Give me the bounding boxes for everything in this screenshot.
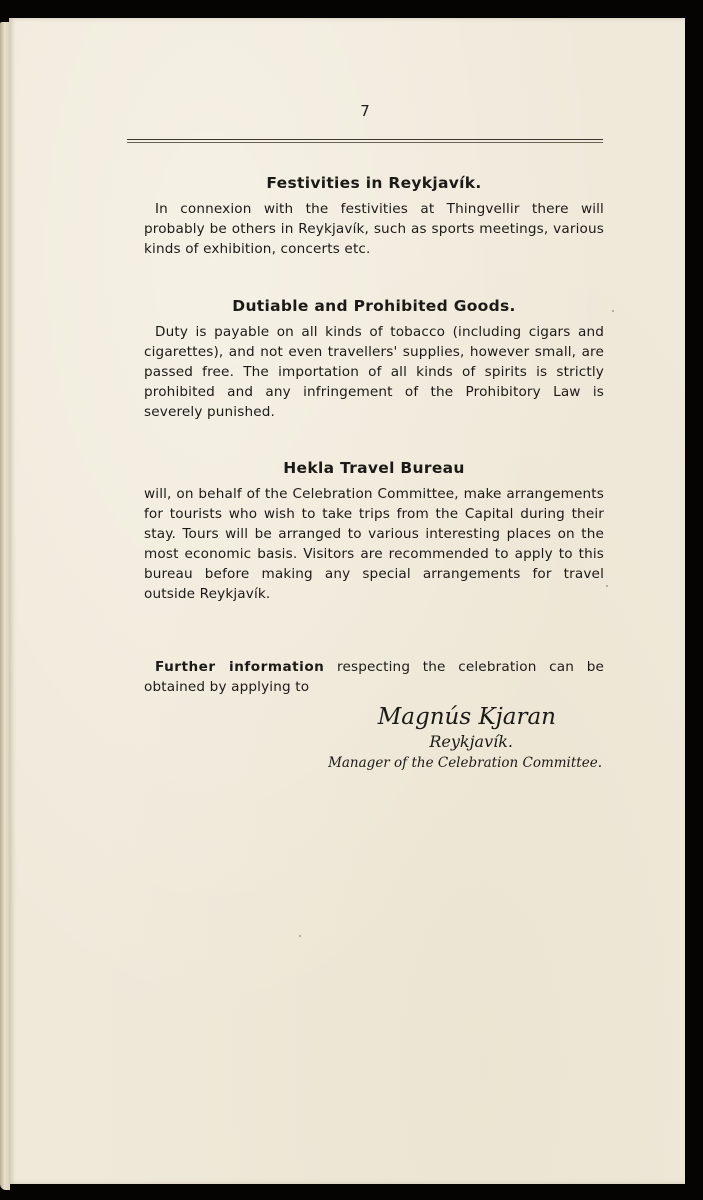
header-rule — [127, 139, 603, 140]
header-rule-double — [127, 142, 603, 143]
paper-speck — [299, 935, 301, 937]
paper-speck — [606, 585, 608, 587]
section-body: Duty is payable on all kinds of tobacco (including cigars and cigarettes), and not even travellers' supplies, however small, are passed free. The importation of all kinds of spirits is strictly prohibited and any infringement of the Prohibitory Law is severely punished. — [144, 324, 604, 420]
section-heading: Festivities in Reykjavík. — [266, 174, 482, 192]
section-hekla-travel-bureau — [144, 458, 604, 604]
section-further-information — [144, 651, 604, 697]
paper-speck — [612, 310, 614, 312]
document-page — [9, 18, 685, 1184]
page-header — [127, 102, 603, 120]
page-number: 7 — [360, 102, 370, 120]
section-heading: Dutiable and Prohibited Goods. — [232, 297, 516, 315]
section-body: In connexion with the festivities at Thingvellir there will probably be others in Reykjavík, such as sports meetings, various kinds of exhibition, concerts etc. — [144, 201, 604, 257]
signature-title: Manager of the Celebration Committee. — [328, 755, 602, 771]
further-information-text: respecting the celebration can be obtained by applying to — [144, 659, 604, 695]
signature-block — [204, 703, 604, 773]
section-festivities — [144, 173, 604, 259]
section-dutiable-goods — [144, 296, 604, 422]
further-information-lead: Further information — [155, 659, 325, 675]
section-heading: Hekla Travel Bureau — [283, 459, 465, 477]
signature-city: Reykjavík. — [429, 732, 513, 751]
signature-name: Magnús Kjaran — [377, 704, 556, 730]
section-body: will, on behalf of the Celebration Committee, make arrangements for tourists who wish to take trips from the Capital during their stay. Tours will be arranged to various interesting places on the most economic basis. Visitors are recommended to apply to this bureau before making any special arrangements for travel outside Reykjavík. — [144, 486, 604, 602]
further-information-paragraph — [144, 657, 604, 697]
